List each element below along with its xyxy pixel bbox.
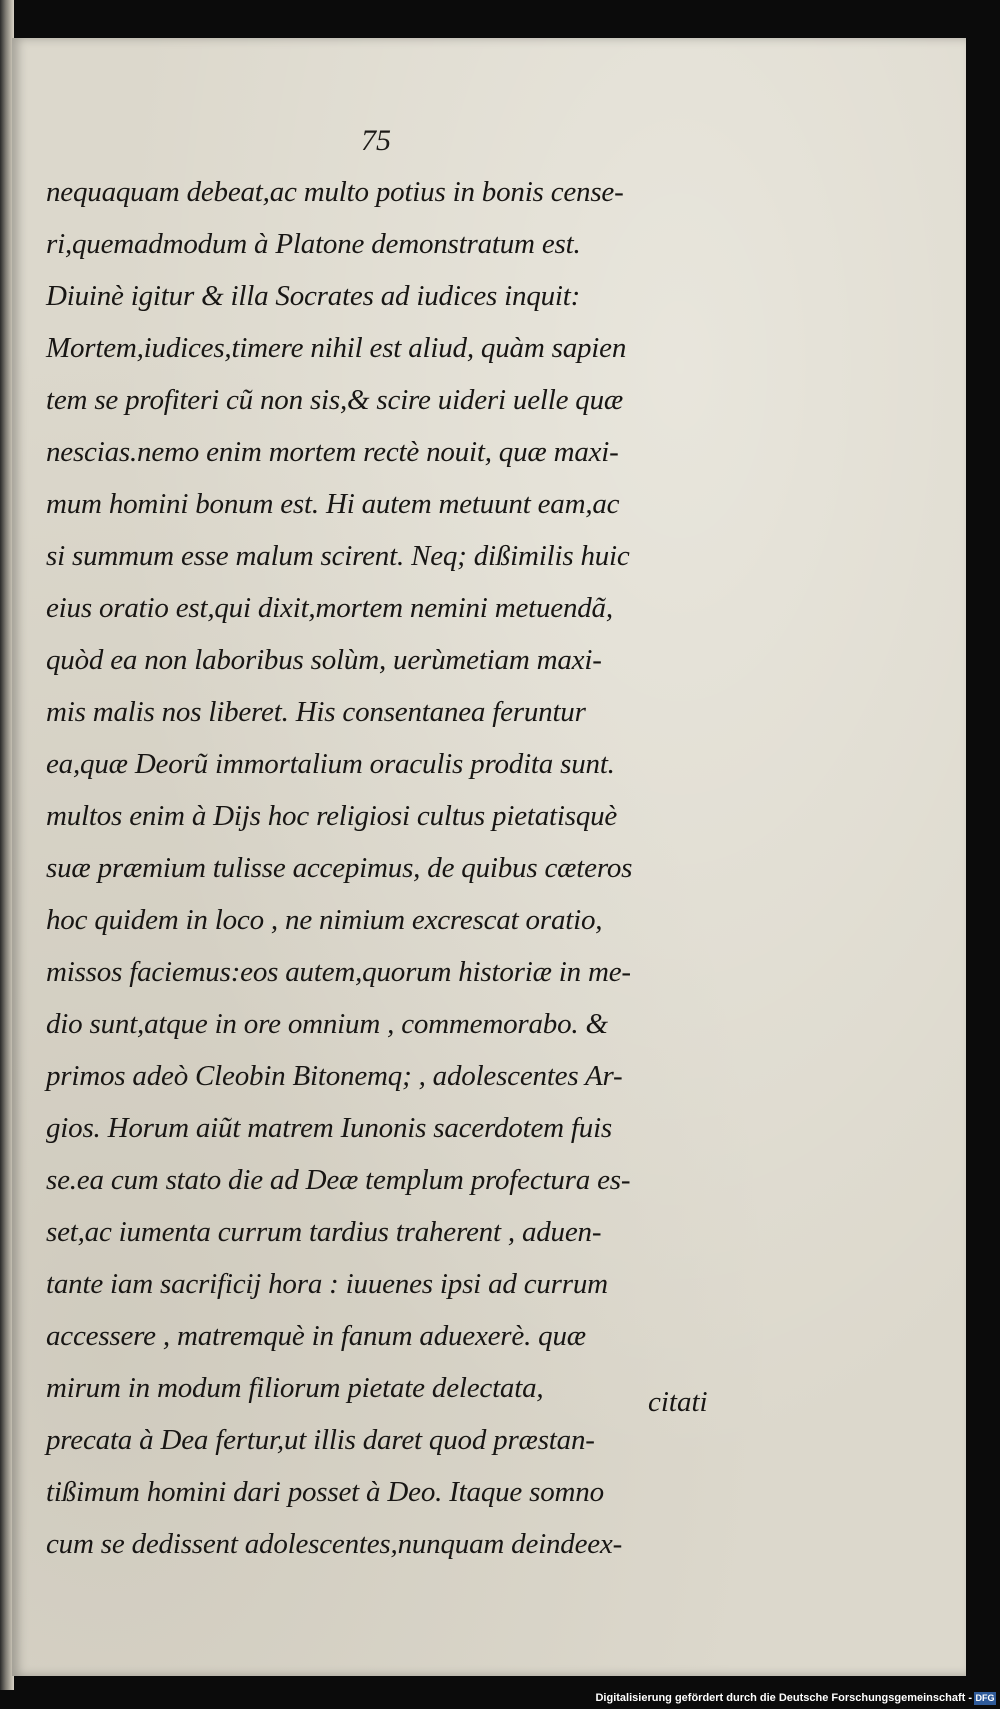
text-line: nescias.nemo enim mortem rectè nouit, quæ maxi- bbox=[46, 436, 619, 468]
text-line: nequaquam debeat,ac multo potius in bonis cense- bbox=[46, 176, 624, 208]
text-line: mirum in modum filiorum pietate delectata, bbox=[46, 1372, 544, 1404]
text-line: se.ea cum stato die ad Deæ templum profectura es- bbox=[46, 1164, 631, 1196]
text-line: si summum esse malum scirent. Neq; dißimilis huic bbox=[46, 540, 630, 572]
book-page bbox=[12, 38, 966, 1676]
body-text bbox=[46, 166, 746, 1570]
text-line: accessere , matremquè in fanum aduexerè. quæ bbox=[46, 1320, 586, 1352]
text-line: primos adeò Cleobin Bitonemq; , adolescentes Ar- bbox=[46, 1060, 623, 1092]
text-line: tante iam sacrificij hora : iuuenes ipsi ad currum bbox=[46, 1268, 608, 1300]
text-line: ea,quæ Deorũ immortalium oraculis prodita sunt. bbox=[46, 748, 615, 780]
text-line: ri,quemadmodum à Platone demonstratum est. bbox=[46, 228, 581, 260]
text-line: Mortem,iudices,timere nihil est aliud, quàm sapien bbox=[46, 332, 627, 364]
text-line: gios. Horum aiũt matrem Iunonis sacerdotem fuis bbox=[46, 1112, 613, 1144]
text-line: eius oratio est,qui dixit,mortem nemini metuendã, bbox=[46, 592, 613, 624]
text-line: suæ præmium tulisse accepimus, de quibus cæteros bbox=[46, 852, 633, 884]
dfg-logo-icon: DFG bbox=[975, 1693, 995, 1703]
text-line: mum homini bonum est. Hi autem metuunt eam,ac bbox=[46, 488, 620, 520]
text-line: cum se dedissent adolescentes,nunquam deindeex- bbox=[46, 1528, 623, 1560]
text-line: hoc quidem in loco , ne nimium excrescat oratio, bbox=[46, 904, 603, 936]
text-line: tißimum homini dari posset à Deo. Itaque somno bbox=[46, 1476, 604, 1508]
text-line: tem se profiteri cũ non sis,& scire uideri uelle quæ bbox=[46, 384, 624, 416]
text-line: missos faciemus:eos autem,quorum historiæ in me- bbox=[46, 956, 631, 988]
page-number: 75 bbox=[361, 124, 391, 157]
text-line: set,ac iumenta currum tardius traherent , aduen- bbox=[46, 1216, 602, 1248]
text-line: multos enim à Dijs hoc religiosi cultus pietatisquè bbox=[46, 800, 618, 832]
text-line: precata à Dea fertur,ut illis daret quod præstan- bbox=[46, 1424, 595, 1456]
text-line: Diuinè igitur & illa Socrates ad iudices inquit: bbox=[46, 280, 581, 312]
catchword: citati bbox=[648, 1386, 708, 1418]
text-line: quòd ea non laboribus solùm, uerùmetiam maxi- bbox=[46, 644, 602, 676]
text-line: mis malis nos liberet. His consentanea feruntur bbox=[46, 696, 586, 728]
digitization-credit: Digitalisierung gefördert durch die Deutsche Forschungsgemeinschaft - bbox=[595, 1692, 972, 1704]
text-line: dio sunt,atque in ore omnium , commemorabo. & bbox=[46, 1008, 608, 1040]
